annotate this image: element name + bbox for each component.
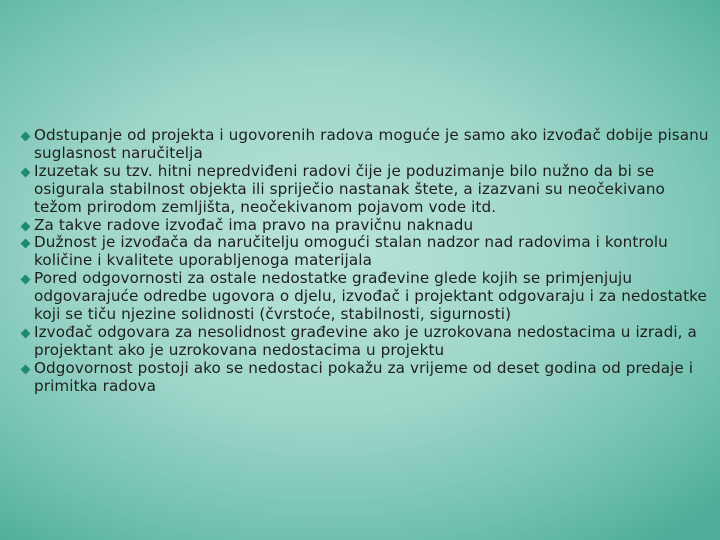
diamond-bullet-icon: [21, 221, 31, 231]
bullet-item: [22, 217, 712, 235]
diamond-bullet-icon: [21, 132, 31, 142]
diamond-bullet-icon: [21, 364, 31, 374]
diamond-bullet-icon: [21, 167, 31, 177]
bullet-list: [22, 127, 712, 396]
bullet-text: Odstupanje od projekta i ugovorenih radova moguće je samo ako izvođač dobije pisanu suglasnost naručitelja: [34, 126, 709, 162]
bullet-item: [22, 360, 712, 396]
bullet-text: Izvođač odgovara za nesolidnost građevine ako je uzrokovana nedostacima u izradi, a projektant ako je uzrokovana nedostacima u projektu: [34, 322, 697, 359]
diamond-bullet-icon: [21, 329, 31, 339]
bullet-text: Dužnost je izvođača da naručitelju omogući stalan nadzor nad radovima i kontrolu količine i kvalitete uporabljenoga materijala: [34, 233, 668, 270]
bullet-item: [22, 270, 712, 324]
bullet-text: Pored odgovornosti za ostale nedostatke građevine glede kojih se primjenjuju odgovarajuće odredbe ugovora o djelu, izvođač i projektant odgovaraju i za nedostatke koji se tiču njezine solidnosti (čvrstoće, stabilnosti, sigurnosti): [34, 269, 707, 324]
bullet-item: [22, 234, 712, 270]
diamond-bullet-icon: [21, 275, 31, 285]
bullet-text: Odgovornost postoji ako se nedostaci pokažu za vrijeme od deset godina od predaje i primitka radova: [34, 358, 694, 395]
bullet-text: Izuzetak su tzv. hitni nepredviđeni radovi čije je poduzimanje bilo nužno da bi se osigurala stabilnost objekta ili spriječio nastanak štete, a izazvani su neočekivano težom prirodom zemljišta, neočekivanom pojavom vode itd.: [34, 161, 665, 216]
bullet-item: [22, 163, 712, 217]
bullet-item: [22, 324, 712, 360]
bullet-item: [22, 127, 712, 163]
bullet-text: Za takve radove izvođač ima pravo na pravičnu naknadu: [34, 215, 474, 234]
diamond-bullet-icon: [21, 239, 31, 249]
